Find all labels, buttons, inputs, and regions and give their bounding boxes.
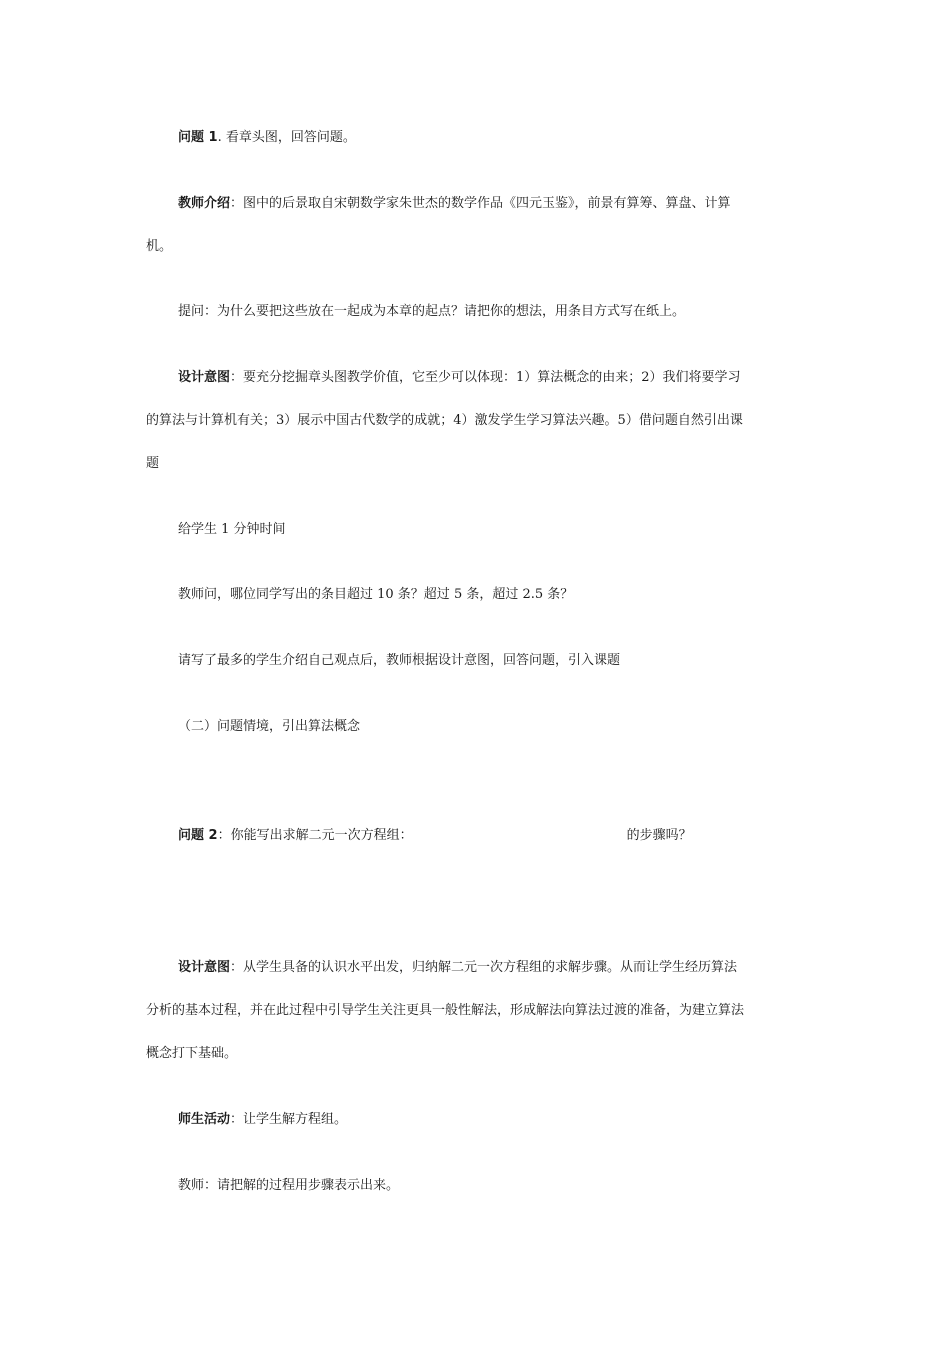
design-intent-1-text: ：要充分挖掘章头图教学价值，它至少可以体现：1）算法概念的由来；2）我们将要学习 [230,370,741,385]
teacher-intro-text: ：图中的后景取自宋朝数学家朱世杰的数学作品《四元玉鉴》，前景有算筹、算盘、计算 [230,196,731,211]
design-intent-2-line-2: 分析的基本过程，并在此过程中引导学生关注更具一般性解法，形成解法向算法过渡的准备，为建立算法 [146,1003,745,1018]
design-intent-1-line-1 [178,368,741,388]
design-intent-2-line-3: 概念打下基础。 [146,1046,238,1061]
design-intent-1-line-3: 题 [146,456,160,471]
section-heading-two: （二）问题情境，引出算法概念 [178,719,361,734]
question-1 [178,128,356,148]
teacher-intro-line-2: 机。 [146,239,173,254]
teacher-intro-label: 教师介绍 [178,196,231,211]
question-2 [178,826,692,846]
teacher-intro-line-1 [178,194,731,214]
question-1-text: . 看章头图，回答问题。 [217,130,356,145]
question-2-text: ：你能写出求解二元一次方程组： [217,828,413,843]
activity-text: ：让学生解方程组。 [230,1112,348,1127]
teacher-asks-text: 教师问，哪位同学写出的条目超过 10 条？超过 5 条，超过 2.5 条？ [178,587,574,602]
teacher-instruction-text: 教师：请把解的过程用步骤表示出来。 [178,1178,400,1193]
question-2-label: 问题 2 [178,828,218,843]
question-prompt: 提问：为什么要把这些放在一起成为本章的起点？请把你的想法，用条目方式写在纸上。 [178,304,686,319]
after-intro-text: 请写了最多的学生介绍自己观点后，教师根据设计意图，回答问题，引入课题 [178,653,621,668]
design-intent-2-label: 设计意图 [178,960,231,975]
design-intent-1-line-2: 的算法与计算机有关；3）展示中国古代数学的成就；4）激发学生学习算法兴趣。5）借问题自然引出课 [146,413,743,428]
give-time-text: 给学生 1 分钟时间 [178,522,286,537]
activity [178,1110,347,1130]
design-intent-1-label: 设计意图 [178,370,231,385]
design-intent-2-text: ：从学生具备的认识水平出发，归纳解二元一次方程组的求解步骤。从而让学生经历算法 [230,960,738,975]
design-intent-2-line-1 [178,958,737,978]
question-1-label: 问题 1 [178,130,218,145]
activity-label: 师生活动 [178,1112,231,1127]
question-2-suffix: 的步骤吗？ [626,828,692,843]
